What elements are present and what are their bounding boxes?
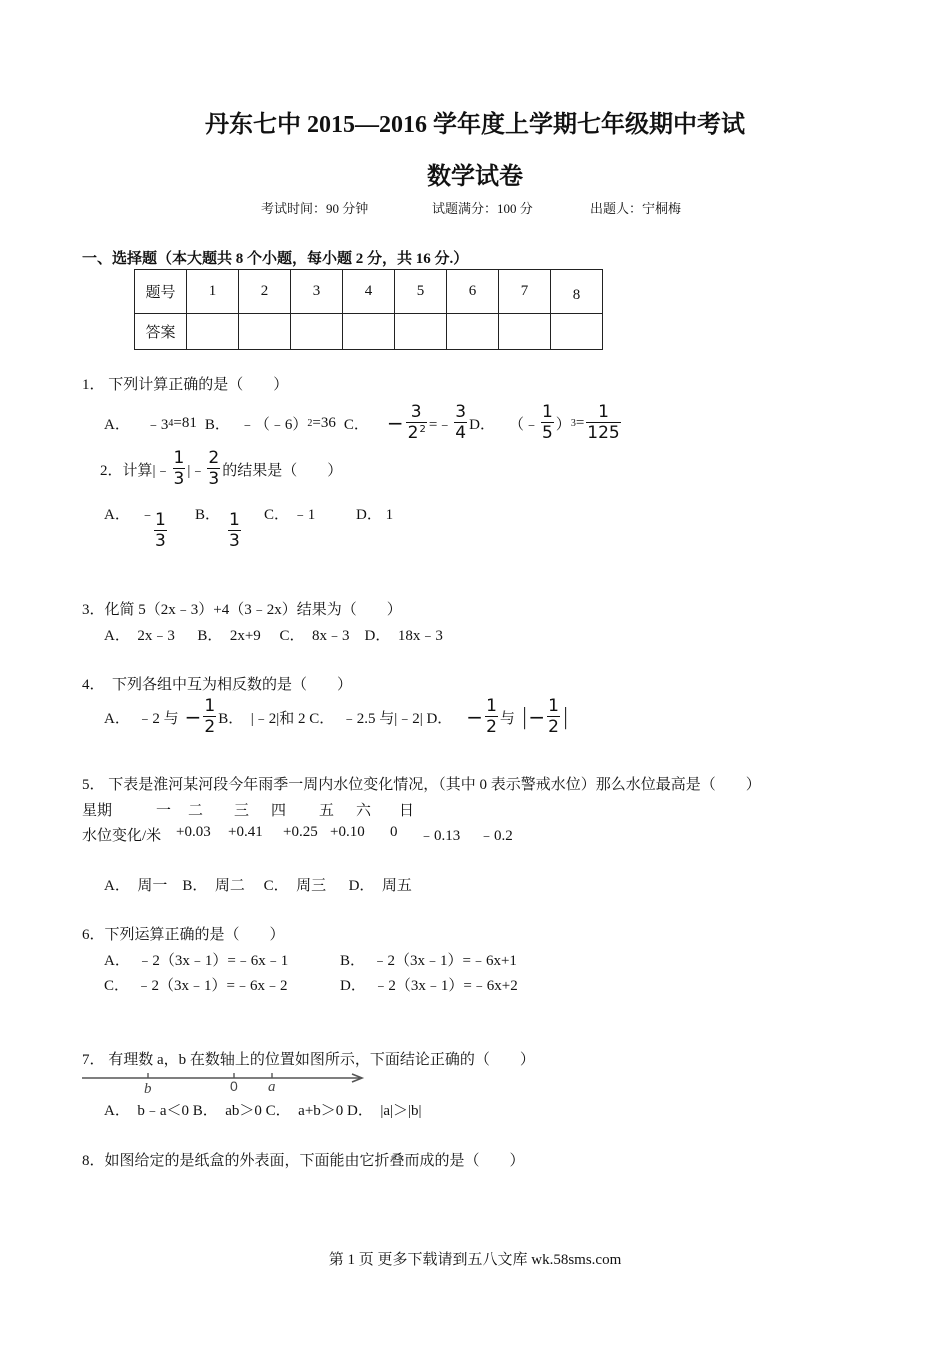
q4-a-num: 1 bbox=[204, 696, 216, 716]
q5-stem: 5． 下表是淮河某河段今年雨季一周内水位变化情况，（其中 0 表示警戒水位）那么水位最高是（ ） bbox=[82, 777, 761, 793]
q4-d-frac bbox=[485, 698, 498, 736]
q1-c-frac2 bbox=[454, 404, 467, 442]
q1-d-num2: 1 bbox=[586, 404, 620, 423]
q5-change: +0.10 bbox=[330, 824, 365, 840]
q4-bc-text: B． |﹣2|和 2 C． ﹣2.5 与|﹣2| D． bbox=[218, 710, 453, 727]
table-cell: 答案 bbox=[135, 314, 187, 350]
q5-change: ﹣0.13 bbox=[419, 828, 461, 844]
q1-c-label: C． bbox=[343, 416, 369, 433]
answer-cell[interactable] bbox=[239, 314, 291, 350]
table-cell: 题号 bbox=[135, 270, 187, 314]
number-line bbox=[80, 1070, 370, 1096]
q4-options bbox=[104, 694, 569, 740]
author: 出题人：宁桐梅 bbox=[590, 201, 682, 216]
axis-label-zero: 0 bbox=[230, 1078, 238, 1094]
q2-stem bbox=[100, 446, 342, 492]
section-heading: 一、选择题（本大题共 8 个小题，每小题 2 分，共 16 分.） bbox=[82, 251, 469, 267]
q2-num1: 1 bbox=[173, 448, 185, 468]
q6-a-option: A． ﹣2（3x﹣1）=﹣6x﹣1 bbox=[104, 953, 289, 969]
q1-b-label: B． bbox=[204, 416, 230, 433]
q5-change: +0.25 bbox=[283, 824, 318, 840]
q4-a-frac bbox=[203, 698, 216, 736]
q5-change: +0.03 bbox=[176, 824, 211, 840]
q1-d-eq: = bbox=[575, 414, 585, 431]
q4-d-bar: | bbox=[520, 704, 529, 730]
q4-a-den: 2 bbox=[204, 717, 216, 737]
answer-cell[interactable] bbox=[395, 314, 447, 350]
q5-change: ﹣0.2 bbox=[479, 828, 513, 844]
answer-table bbox=[134, 269, 603, 350]
q4-d-with: 与 bbox=[499, 710, 515, 727]
q6-c-option: C． ﹣2（3x﹣1）=﹣6x﹣2 bbox=[104, 978, 288, 994]
q4-d-frac2 bbox=[547, 698, 560, 736]
q5-day: 日 bbox=[399, 803, 415, 819]
q5-day: 三 bbox=[234, 803, 250, 819]
q5-day: 二 bbox=[188, 803, 204, 819]
q2-den1: 3 bbox=[173, 469, 185, 489]
q2-b-num: 1 bbox=[229, 510, 240, 530]
q1-stem: 1． 下列计算正确的是（ ） bbox=[82, 377, 289, 393]
q4-d-minus: − bbox=[466, 705, 484, 729]
q4-d-num: 1 bbox=[486, 696, 497, 716]
q2-b-frac bbox=[226, 512, 243, 550]
q1-a-label: A． bbox=[104, 416, 130, 433]
table-cell: 2 bbox=[239, 270, 291, 314]
q1-b-main: ﹣（﹣6） bbox=[239, 416, 308, 433]
answer-cell[interactable] bbox=[343, 314, 395, 350]
q5-row1-label: 星期 bbox=[82, 803, 113, 819]
q5-day: 六 bbox=[356, 803, 372, 819]
table-cell: 7 bbox=[499, 270, 551, 314]
q1-d-open: （﹣ bbox=[508, 416, 539, 433]
q1-a-exp: 4 bbox=[168, 417, 174, 429]
q4-d-num2: 1 bbox=[548, 696, 559, 716]
q2-num2: 2 bbox=[208, 448, 220, 468]
q2-c-option: C． ﹣1 bbox=[264, 507, 316, 523]
q2-den2: 3 bbox=[208, 469, 220, 489]
q6-d-option: D． ﹣2（3x﹣1）=﹣6x+2 bbox=[340, 978, 518, 994]
axis-label-b: b bbox=[144, 1081, 152, 1096]
q1-c-den-exp: 2 bbox=[419, 423, 426, 435]
exam-title: 丹东七中 2015—2016 学年度上学期七年级期中考试 bbox=[205, 112, 745, 138]
table-cell: 4 bbox=[343, 270, 395, 314]
table-cell: 3 bbox=[291, 270, 343, 314]
full-score: 试题满分：100 分 bbox=[432, 201, 533, 216]
q1-d-den: 5 bbox=[541, 423, 553, 443]
q1-c-eq: =﹣ bbox=[428, 416, 453, 433]
exam-subtitle: 数学试卷 bbox=[427, 164, 523, 190]
q2-b-label: B． bbox=[195, 507, 221, 523]
q1-d-frac2 bbox=[586, 404, 620, 442]
q5-day: 一 bbox=[156, 803, 172, 819]
q2-a-frac bbox=[152, 512, 169, 550]
q1-b-rest: =36 bbox=[312, 414, 336, 431]
q8-stem: 8．如图给定的是纸盒的外表面，下面能由它折叠而成的是（ ） bbox=[82, 1153, 525, 1169]
page-footer: 第 1 页 更多下载请到五八文库 wk.58sms.com bbox=[328, 1252, 622, 1268]
q3-stem: 3．化简 5（2x﹣3）+4（3﹣2x）结果为（ ） bbox=[82, 602, 402, 618]
q5-row2-label: 水位变化/米 bbox=[82, 828, 162, 844]
axis-label-a: a bbox=[268, 1079, 276, 1095]
q2-stem-b: |﹣ bbox=[187, 462, 206, 479]
q5-options: A． 周一 B． 周二 C． 周三 D． 周五 bbox=[104, 878, 412, 894]
q1-c-num2: 3 bbox=[455, 402, 467, 422]
q1-c-den2: 4 bbox=[455, 423, 467, 443]
q1-c-num: 3 bbox=[406, 404, 427, 423]
q2-a-sign: ﹣ bbox=[140, 507, 156, 523]
q2-a-label: A． bbox=[104, 507, 130, 523]
exam-time: 考试时间：90 分钟 bbox=[261, 201, 369, 216]
q1-a-rest: =81 bbox=[173, 414, 197, 431]
table-row bbox=[135, 314, 603, 350]
q4-a-text: A． ﹣2 与 bbox=[104, 710, 179, 727]
q2-stem-a: 2．计算|﹣ bbox=[100, 462, 171, 479]
q2-b-den: 3 bbox=[229, 531, 240, 551]
q4-stem: 4． 下列各组中互为相反数的是（ ） bbox=[82, 677, 353, 693]
q2-d-option: D． 1 bbox=[356, 507, 394, 523]
q7-options: A． b﹣a＜0 B． ab＞0 C． a+b＞0 D． |a|＞|b| bbox=[104, 1103, 422, 1119]
answer-cell[interactable] bbox=[291, 314, 343, 350]
table-cell: 8 bbox=[551, 270, 603, 314]
q4-a-minus: − bbox=[184, 705, 202, 729]
q1-d-label: D． bbox=[469, 416, 495, 433]
q5-change: 0 bbox=[390, 824, 398, 840]
q5-day: 五 bbox=[319, 803, 335, 819]
answer-cell[interactable] bbox=[447, 314, 499, 350]
q1-d-frac bbox=[541, 404, 554, 442]
q2-frac2 bbox=[207, 450, 220, 488]
q1-a-base: ﹣3 bbox=[145, 416, 169, 433]
q5-change: +0.41 bbox=[228, 824, 263, 840]
answer-cell[interactable] bbox=[551, 314, 603, 350]
q5-day: 四 bbox=[271, 803, 287, 819]
q6-stem: 6．下列运算正确的是（ ） bbox=[82, 927, 285, 943]
table-row bbox=[135, 270, 603, 314]
q1-d-den2: 125 bbox=[587, 423, 620, 443]
answer-cell[interactable] bbox=[187, 314, 239, 350]
q4-d-minus2: − bbox=[528, 705, 546, 729]
q2-a-num: 1 bbox=[155, 510, 166, 530]
q1-b-exp: 2 bbox=[307, 417, 313, 429]
table-cell: 6 bbox=[447, 270, 499, 314]
q1-d-exp: 3 bbox=[570, 417, 576, 429]
q2-frac1 bbox=[173, 450, 186, 488]
q4-d-den: 2 bbox=[486, 717, 497, 737]
q1-c-frac bbox=[406, 401, 427, 444]
table-cell: 5 bbox=[395, 270, 447, 314]
q1-c-den-base: 2 bbox=[407, 423, 419, 444]
q1-options bbox=[104, 400, 623, 446]
q1-d-num: 1 bbox=[541, 402, 553, 422]
q4-d-bar2: | bbox=[561, 704, 570, 730]
q2-stem-c: 的结果是（ ） bbox=[222, 462, 343, 479]
q2-a-den: 3 bbox=[155, 531, 166, 551]
answer-cell[interactable] bbox=[499, 314, 551, 350]
q1-d-close: ） bbox=[555, 416, 571, 433]
q1-c-minus: − bbox=[386, 411, 404, 435]
table-cell: 1 bbox=[187, 270, 239, 314]
q4-d-den2: 2 bbox=[548, 717, 559, 737]
q3-options: A． 2x﹣3 B． 2x+9 C． 8x﹣3 D． 18x﹣3 bbox=[104, 628, 443, 644]
q6-b-option: B． ﹣2（3x﹣1）=﹣6x+1 bbox=[340, 953, 517, 969]
q7-stem: 7． 有理数 a，b 在数轴上的位置如图所示，下面结论正确的（ ） bbox=[82, 1052, 535, 1068]
